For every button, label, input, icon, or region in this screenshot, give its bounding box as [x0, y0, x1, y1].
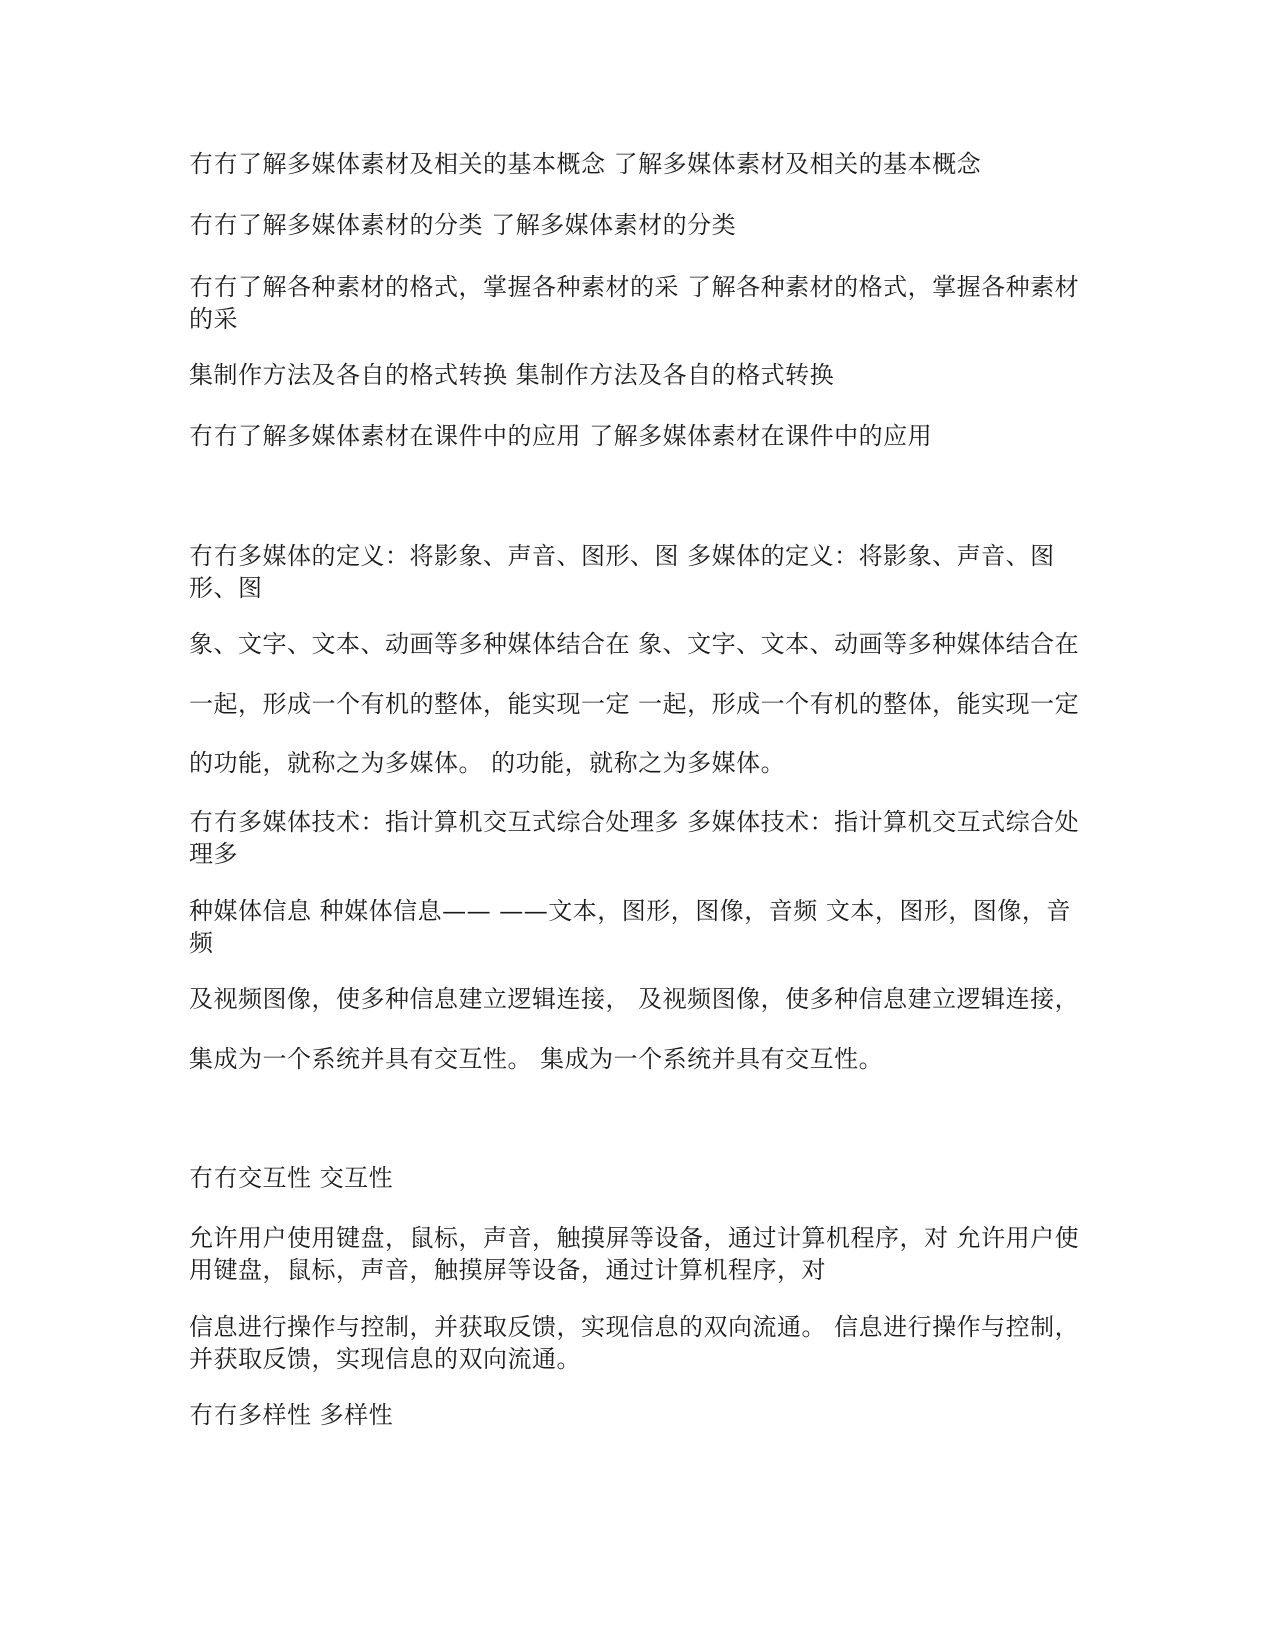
paragraph-definition-line-2: 象、文字、文本、动画等多种媒体结合在 象、文字、文本、动画等多种媒体结合在 — [189, 630, 1080, 658]
paragraph-interactivity-line-2: 信息进行操作与控制，并获取反馈，实现信息的双向流通。 信息进行操作与控制，并获取反馈，实现信息的双向流通。 — [189, 1313, 1080, 1373]
heading-interactivity: 冇冇交互性 交互性 — [189, 1164, 394, 1192]
paragraph-learn-classification: 冇冇了解多媒体素材的分类 了解多媒体素材的分类 — [189, 211, 737, 239]
paragraph-multimedia-definition: 冇冇多媒体的定义：将影象、声音、图形、图 多媒体的定义：将影象、声音、图形、图 — [189, 542, 1055, 602]
paragraph-interactivity-line-1: 允许用户使用键盘，鼠标，声音，触摸屏等设备，通过计算机程序，对 允许用户使用键盘，鼠标，声音，触摸屏等设备，通过计算机程序，对 — [189, 1224, 1080, 1284]
paragraph-learn-formats: 冇冇了解各种素材的格式，掌握各种素材的采 了解各种素材的格式，掌握各种素材的采 — [189, 273, 1080, 333]
paragraph-technology-line-4: 集成为一个系统并具有交互性。 集成为一个系统并具有交互性。 — [189, 1045, 884, 1073]
paragraph-learn-concepts: 冇冇了解多媒体素材及相关的基本概念 了解多媒体素材及相关的基本概念 — [189, 150, 982, 178]
paragraph-production-methods: 集制作方法及各自的格式转换 集制作方法及各自的格式转换 — [189, 361, 835, 389]
heading-diversity: 冇冇多样性 多样性 — [189, 1401, 394, 1429]
paragraph-multimedia-technology: 冇冇多媒体技术：指计算机交互式综合处理多 多媒体技术：指计算机交互式综合处理多 — [189, 808, 1080, 868]
paragraph-definition-line-3: 一起，形成一个有机的整体，能实现一定 一起，形成一个有机的整体，能实现一定 — [189, 690, 1080, 718]
paragraph-definition-line-4: 的功能，就称之为多媒体。 的功能，就称之为多媒体。 — [189, 749, 786, 777]
paragraph-technology-line-3: 及视频图像，使多种信息建立逻辑连接， 及视频图像，使多种信息建立逻辑连接， — [189, 985, 1080, 1013]
paragraph-technology-line-2: 种媒体信息 种媒体信息—— ——文本，图形，图像，音频 文本，图形，图像，音频 — [189, 897, 1071, 957]
paragraph-learn-application: 冇冇了解多媒体素材在课件中的应用 了解多媒体素材在课件中的应用 — [189, 422, 933, 450]
